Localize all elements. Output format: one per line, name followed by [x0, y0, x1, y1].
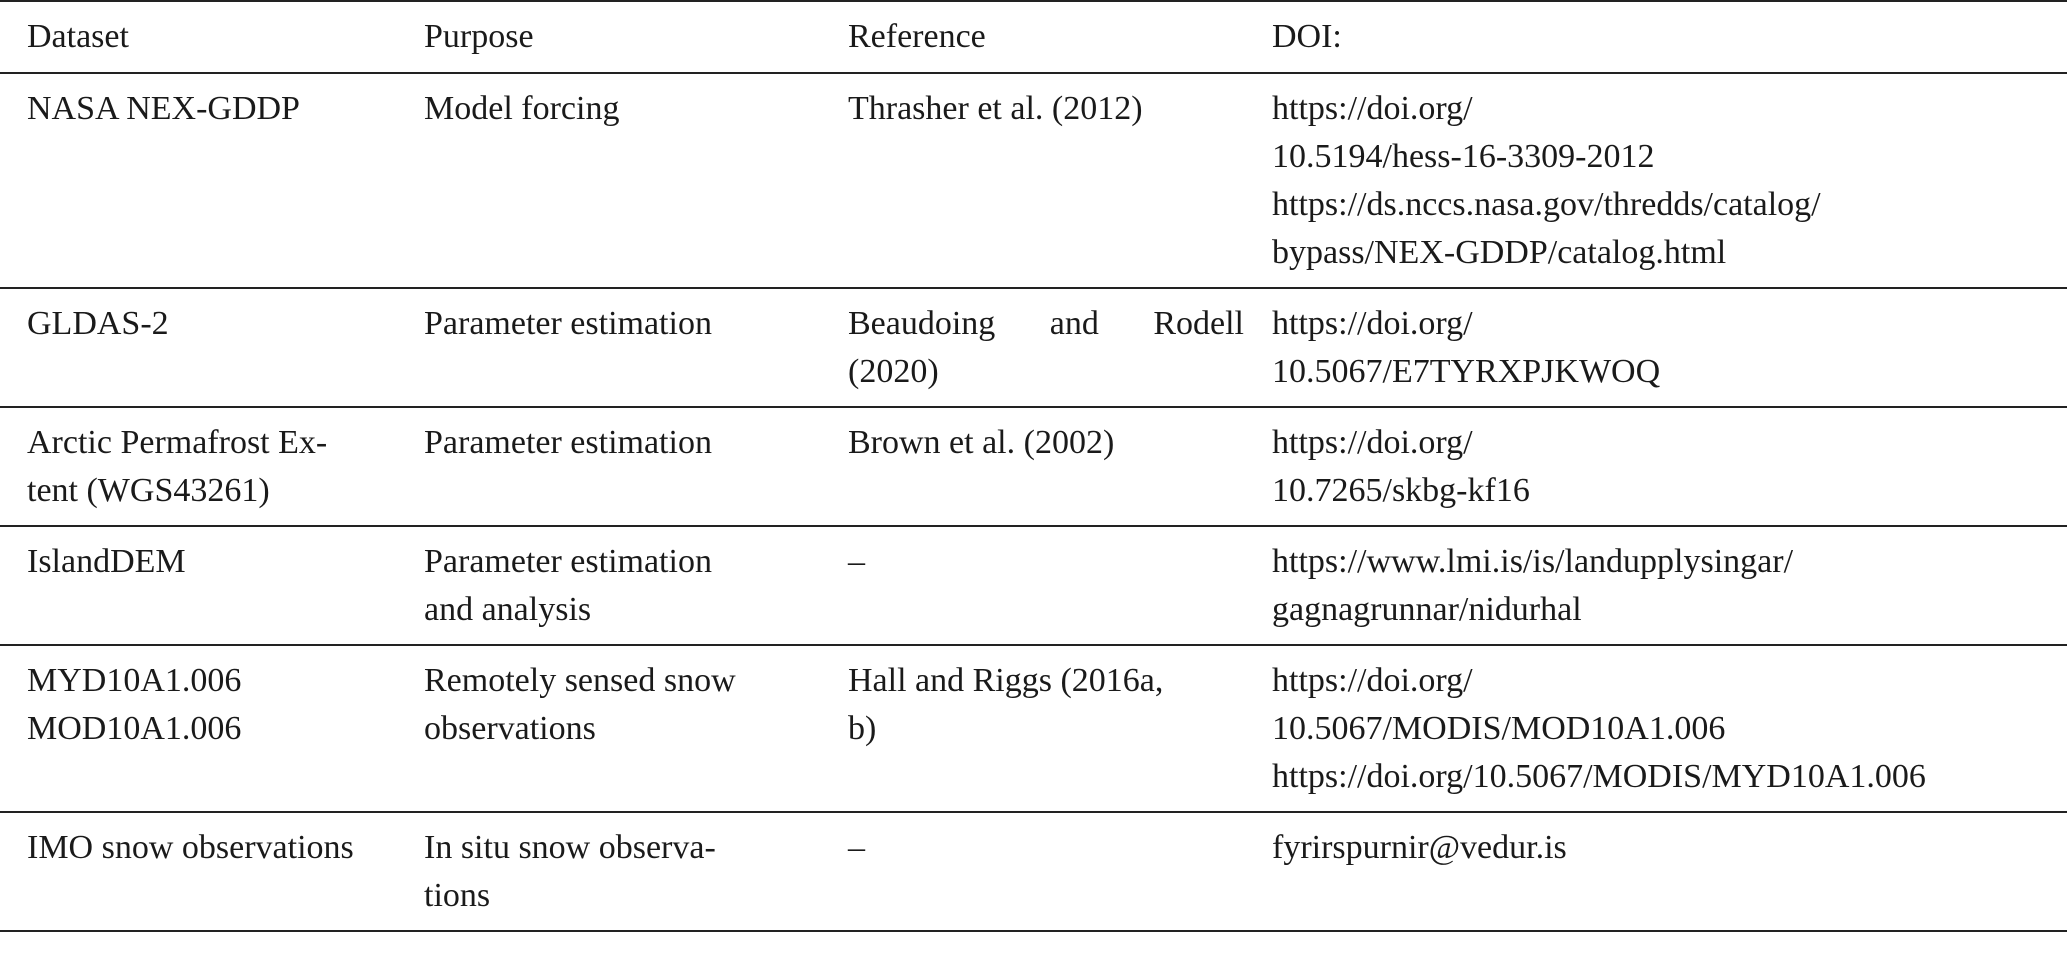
doi-link[interactable]: https://www.lmi.is/is/landupplysingar/ — [1272, 543, 1794, 580]
doi-link[interactable]: bypass/NEX-GDDP/catalog.html — [1272, 234, 1727, 271]
reference-cell — [848, 288, 1272, 407]
purpose-cell — [424, 73, 848, 288]
purpose-text: Model forcing — [424, 90, 620, 127]
table-row — [0, 645, 2067, 812]
dataset-name: IslandDEM — [27, 543, 186, 580]
dataset-cell — [0, 645, 424, 812]
reference-cell — [848, 407, 1272, 526]
doi-cell — [1272, 407, 2067, 526]
header-doi: DOI: — [1272, 18, 1342, 55]
dataset-name: GLDAS-2 — [27, 305, 169, 342]
dataset-name: MYD10A1.006 MOD10A1.006 — [27, 662, 242, 747]
contact-email[interactable]: fyrirspurnir@vedur.is — [1272, 829, 1567, 866]
doi-link[interactable]: 10.7265/skbg-kf16 — [1272, 472, 1530, 509]
doi-cell — [1272, 645, 2067, 812]
table-row — [0, 526, 2067, 645]
doi-link[interactable]: 10.5067/MODIS/MOD10A1.006 — [1272, 710, 1726, 747]
reference-cell — [848, 526, 1272, 645]
doi-link[interactable]: gagnagrunnar/nidurhal — [1272, 591, 1582, 628]
table-header — [0, 1, 2067, 73]
purpose-cell — [424, 288, 848, 407]
dataset-cell — [0, 288, 424, 407]
purpose-cell — [424, 407, 848, 526]
reference-text: Hall and Riggs (2016a, b) — [848, 662, 1164, 747]
table-row — [0, 812, 2067, 931]
reference-cell — [848, 645, 1272, 812]
reference-cell — [848, 812, 1272, 931]
reference-text: Brown et al. (2002) — [848, 424, 1115, 461]
purpose-text: In situ snow observa- tions — [424, 829, 716, 914]
doi-link[interactable]: 10.5067/E7TYRXPJKWOQ — [1272, 353, 1661, 390]
header-reference: Reference — [848, 18, 986, 55]
dataset-name: IMO snow observations — [27, 829, 354, 866]
doi-cell — [1272, 526, 2067, 645]
dataset-cell — [0, 407, 424, 526]
doi-link[interactable]: https://doi.org/ — [1272, 90, 1473, 127]
table-row — [0, 73, 2067, 288]
table-row — [0, 407, 2067, 526]
doi-cell — [1272, 73, 2067, 288]
purpose-text: Remotely sensed snow observations — [424, 662, 736, 747]
purpose-text: Parameter estimation — [424, 424, 712, 461]
reference-text: Beaudoing and Rodell (2020) — [848, 305, 1244, 390]
doi-cell — [1272, 288, 2067, 407]
reference-text: Thrasher et al. (2012) — [848, 90, 1143, 127]
doi-link[interactable]: https://doi.org/ — [1272, 424, 1473, 461]
header-dataset: Dataset — [27, 18, 129, 55]
doi-link[interactable]: https://ds.nccs.nasa.gov/thredds/catalog/ — [1272, 186, 1821, 223]
header-purpose: Purpose — [424, 18, 534, 55]
reference-text: – — [848, 543, 865, 580]
dataset-cell — [0, 73, 424, 288]
doi-cell — [1272, 812, 2067, 931]
purpose-cell — [424, 812, 848, 931]
table-row — [0, 288, 2067, 407]
reference-text: – — [848, 829, 865, 866]
dataset-name: Arctic Permafrost Ex- tent (WGS43261) — [27, 424, 328, 509]
purpose-cell — [424, 526, 848, 645]
doi-link[interactable]: 10.5194/hess-16-3309-2012 — [1272, 138, 1655, 175]
reference-cell — [848, 73, 1272, 288]
dataset-name: NASA NEX-GDDP — [27, 90, 300, 127]
doi-link[interactable]: https://doi.org/ — [1272, 662, 1473, 699]
doi-link[interactable]: https://doi.org/ — [1272, 305, 1473, 342]
header-row — [0, 1, 2067, 73]
purpose-text: Parameter estimation and analysis — [424, 543, 712, 628]
table-body — [0, 73, 2067, 931]
dataset-cell — [0, 812, 424, 931]
doi-link[interactable]: https://doi.org/10.5067/MODIS/MYD10A1.006 — [1272, 758, 1926, 795]
dataset-cell — [0, 526, 424, 645]
purpose-cell — [424, 645, 848, 812]
purpose-text: Parameter estimation — [424, 305, 712, 342]
